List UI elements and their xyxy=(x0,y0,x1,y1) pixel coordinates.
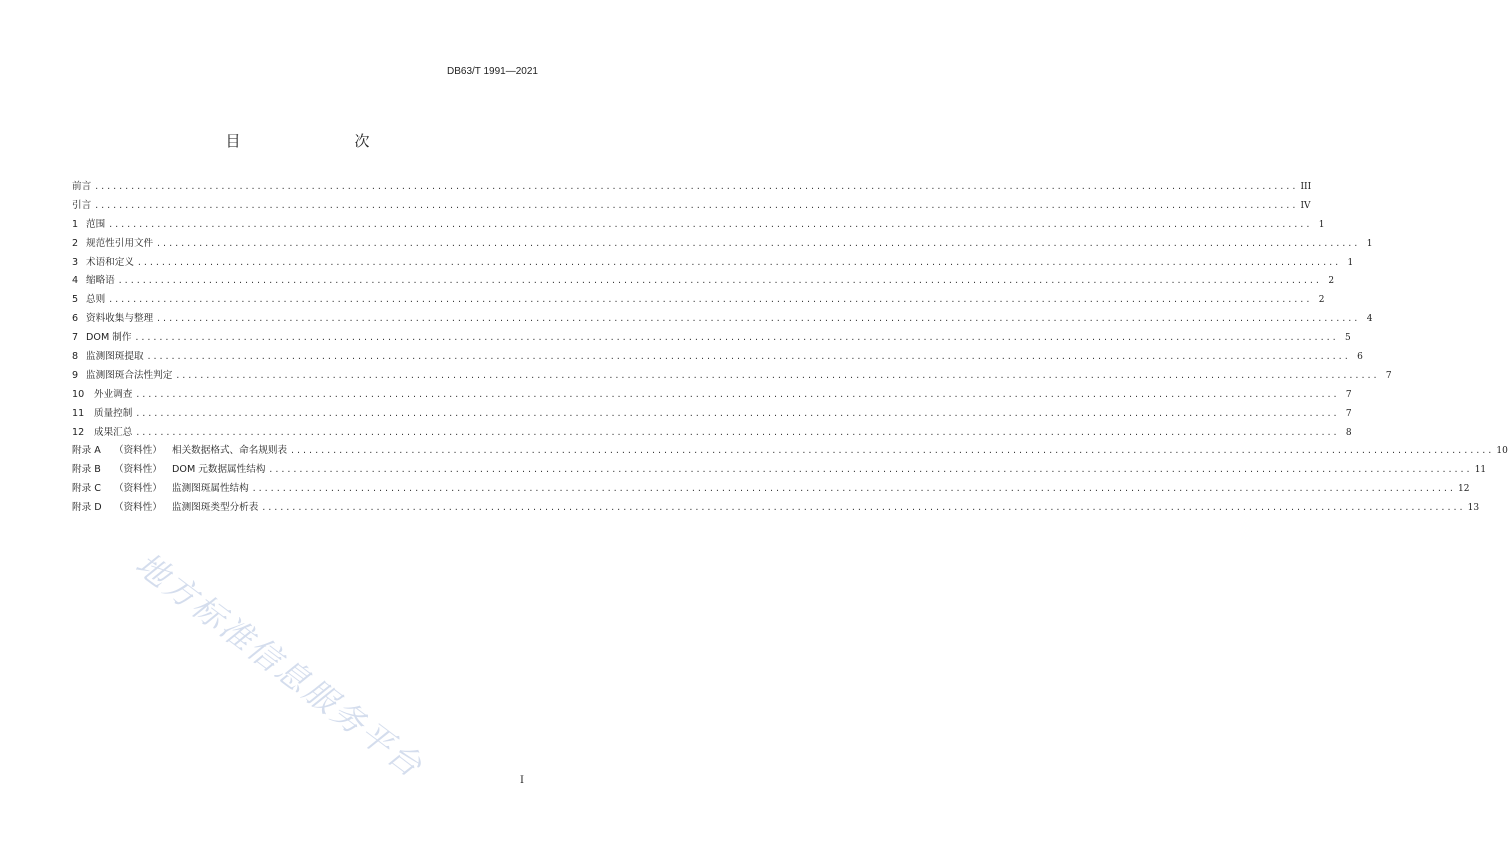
toc-entry-number: 附录 C xyxy=(72,483,101,495)
toc-entry-number: 10 xyxy=(72,388,85,400)
toc-entry-number: 7 xyxy=(72,332,79,344)
toc-entry[interactable] xyxy=(72,235,1373,254)
toc-dot-leader: ........................................................................................................................................................................................................ xyxy=(146,352,1350,362)
toc-dot-leader: ........................................................................................................................................................................................................ xyxy=(135,408,1339,418)
toc-entry-label: 前言 xyxy=(72,181,92,192)
toc-entry-page: 5 xyxy=(1345,333,1351,344)
toc-entry-page: 7 xyxy=(1345,408,1352,419)
toc-entry-page: 1 xyxy=(1318,219,1325,230)
toc-entry-number: 9 xyxy=(72,369,79,381)
toc-entry[interactable] xyxy=(72,291,1325,310)
toc-dot-leader: ........................................................................................................................................................................................................ xyxy=(134,333,1338,343)
toc-entry-label: 监测图斑提取 xyxy=(86,351,144,363)
toc-entry-page: 1 xyxy=(1366,238,1373,249)
watermark: 地方标准信息服务平台 xyxy=(128,544,431,786)
toc-entry-number: 附录 D xyxy=(72,502,102,514)
toc-dot-leader: ........................................................................................................................................................................................................ xyxy=(175,370,1379,380)
toc-dot-leader: ........................................................................................................................................................................................................ xyxy=(156,314,1360,324)
toc-entry[interactable] xyxy=(72,405,1352,424)
toc-dot-leader: ........................................................................................................................................................................................................ xyxy=(156,238,1360,248)
toc-entry-label: 监测图斑类型分析表 xyxy=(172,502,259,514)
toc-entry[interactable] xyxy=(72,348,1363,367)
toc-dot-leader: ........................................................................................................................................................................................................ xyxy=(290,446,1494,456)
toc-entry-number: 1 xyxy=(72,218,79,230)
toc-entry-page: 13 xyxy=(1467,503,1480,514)
toc-entry-page: III xyxy=(1300,182,1312,192)
toc-entry[interactable] xyxy=(72,386,1352,405)
toc-entry-page: 7 xyxy=(1385,370,1392,381)
toc-entry-number: 11 xyxy=(72,407,85,419)
toc-entry[interactable] xyxy=(72,367,1392,386)
toc-dot-leader: ........................................................................................................................................................................................................ xyxy=(135,427,1339,437)
toc-entry-label: 缩略语 xyxy=(86,275,115,287)
toc-entry[interactable] xyxy=(72,178,1312,197)
toc-entry-label: 成果汇总 xyxy=(94,426,133,438)
toc-entry-label: DOM 元数据属性结构 xyxy=(172,464,266,476)
toc-entry-number: 5 xyxy=(72,294,79,306)
toc-title: 目 次 xyxy=(225,132,398,150)
toc-entry[interactable] xyxy=(72,216,1325,235)
page-number: I xyxy=(520,775,524,786)
toc-entry-number: 6 xyxy=(72,313,79,325)
toc-entry-page: 8 xyxy=(1345,427,1352,438)
toc-dot-leader: ........................................................................................................................................................................................................ xyxy=(94,182,1298,191)
toc-entry-number: 8 xyxy=(72,351,79,363)
toc-dot-leader: ........................................................................................................................................................................................................ xyxy=(94,200,1298,210)
toc-entry-label: 引言 xyxy=(72,199,92,211)
toc-entry-label: 监测图斑属性结构 xyxy=(172,483,249,495)
toc-entry-page: IV xyxy=(1300,200,1311,211)
toc-dot-leader: ........................................................................................................................................................................................................ xyxy=(261,503,1465,513)
toc-dot-leader: ........................................................................................................................................................................................................ xyxy=(268,465,1472,475)
toc-entry-category: （资料性） xyxy=(114,483,162,495)
toc-entry-number: 12 xyxy=(72,426,85,438)
toc-entry-number: 4 xyxy=(72,275,79,287)
toc-entry-category: （资料性） xyxy=(114,502,162,514)
toc-entry-number: 3 xyxy=(72,256,79,268)
toc-entry-label: 相关数据格式、命名规则表 xyxy=(172,445,288,457)
toc-dot-leader: ........................................................................................................................................................................................................ xyxy=(108,219,1312,229)
toc-entry[interactable] xyxy=(72,461,1487,480)
toc-entry-label: 监测图斑合法性判定 xyxy=(86,369,173,381)
toc-entry-number: 2 xyxy=(72,237,79,249)
toc-entry[interactable] xyxy=(72,272,1335,291)
table-of-contents xyxy=(72,178,1508,518)
toc-entry-page: 1 xyxy=(1347,257,1354,268)
standard-code: DB63/T 1991—2021 xyxy=(447,66,538,77)
toc-entry-label: 外业调查 xyxy=(94,388,133,400)
toc-entry[interactable] xyxy=(72,254,1354,273)
toc-entry-page: 2 xyxy=(1328,276,1335,287)
toc-entry-label: DOM 制作 xyxy=(86,332,132,344)
toc-dot-leader: ........................................................................................................................................................................................................ xyxy=(136,257,1341,267)
toc-entry[interactable] xyxy=(72,480,1470,499)
toc-entry-page: 4 xyxy=(1366,314,1373,325)
toc-entry-number: 附录 A xyxy=(72,445,101,457)
toc-entry-label: 质量控制 xyxy=(94,407,133,419)
toc-entry-page: 7 xyxy=(1345,389,1352,400)
toc-entry-label: 范围 xyxy=(86,218,106,230)
toc-entry-label: 总则 xyxy=(86,294,106,306)
toc-entry-page: 6 xyxy=(1357,352,1363,363)
toc-entry-page: 12 xyxy=(1458,484,1470,495)
toc-entry[interactable] xyxy=(72,197,1311,216)
toc-dot-leader: ........................................................................................................................................................................................................ xyxy=(117,276,1322,286)
toc-entry-category: （资料性） xyxy=(114,464,162,476)
toc-entry[interactable] xyxy=(72,424,1352,443)
toc-entry[interactable] xyxy=(72,329,1351,348)
toc-entry-label: 规范性引用文件 xyxy=(86,237,154,249)
toc-entry[interactable] xyxy=(72,442,1508,461)
toc-entry[interactable] xyxy=(72,499,1480,518)
toc-entry-page: 11 xyxy=(1474,465,1487,476)
toc-entry-page: 2 xyxy=(1318,295,1325,306)
toc-entry-page: 10 xyxy=(1496,446,1508,457)
toc-entry-number: 附录 B xyxy=(72,464,101,476)
toc-dot-leader: ........................................................................................................................................................................................................ xyxy=(108,295,1312,305)
toc-entry-label: 资料收集与整理 xyxy=(86,313,154,325)
toc-dot-leader: ........................................................................................................................................................................................................ xyxy=(251,484,1456,494)
toc-dot-leader: ........................................................................................................................................................................................................ xyxy=(135,389,1339,399)
toc-entry-label: 术语和定义 xyxy=(86,256,134,268)
toc-entry-category: （资料性） xyxy=(114,445,162,457)
toc-entry[interactable] xyxy=(72,310,1373,329)
